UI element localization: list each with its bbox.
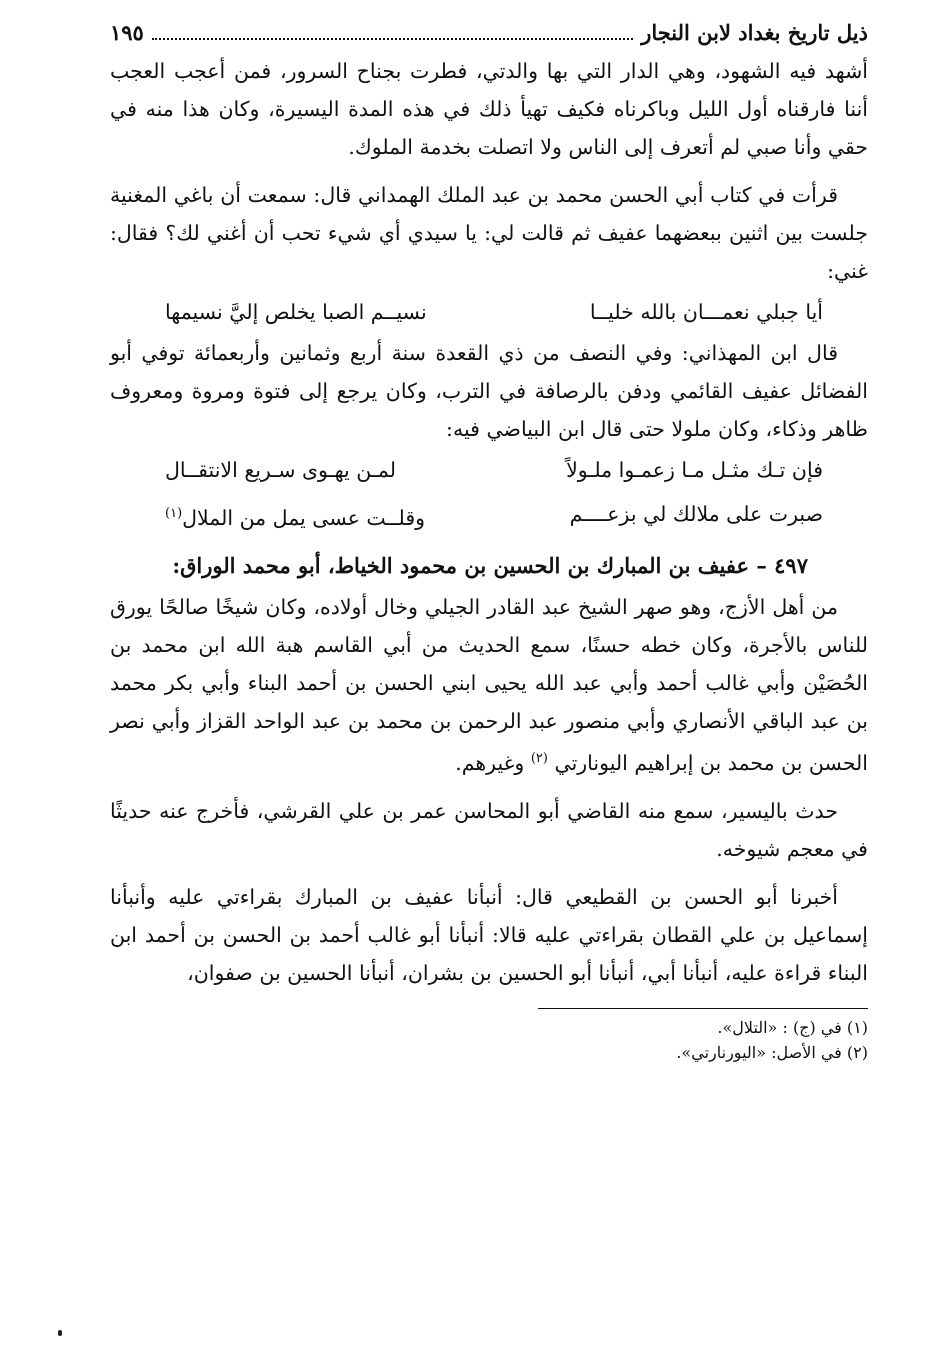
header-dot-leader (152, 38, 633, 40)
paragraph-5: حدث باليسير، سمع منه القاضي أبو المحاسن عمر بن علي القرشي، فأخرج عنه حديثًا في معجم شيوخه. (110, 798, 868, 861)
spacer (110, 782, 868, 792)
verse-3-second-hemistich (165, 492, 425, 540)
verse-2-first-hemistich: فإن تـك مثـل مـا زعمـوا ملـولاً (566, 458, 823, 482)
paragraph-2: قرأت في كتاب أبي الحسن محمد بن عبد الملك الهمداني قال: سمعت أن باغي المغنية جلست بين اثنين ببعضهما عفيف ثم قالت لي: يا سيدي أي شيء تحب أن أغني لك؟ فقال: غني: (110, 183, 868, 283)
verse-1-second-hemistich: نسيــم الصبا يخلص إليَّ نسيمها (165, 300, 427, 324)
verse-line-2 (110, 448, 868, 492)
entry-heading: ٤٩٧ – عفيف بن المبارك بن الحسين بن محمود الخياط، أبو محمد الوراق: (172, 552, 808, 578)
paragraph-4-end: وغيرهم. (455, 750, 525, 775)
paragraph-3: قال ابن المهذاني: وفي النصف من ذي القعدة سنة أربع وثمانين وأربعمائة توفي أبو الفضائل عفيف القائمي ودفن بالرصافة في الترب، وكان يرجع إلى فتوة ومروة ومعروف ظاهر وذكاء، وكان ملولا حتى قال ابن البياضي فيه: (110, 341, 868, 441)
verse-line-1 (110, 290, 868, 334)
running-header-title: ذيل تاريخ بغداد لابن النجار (641, 20, 868, 45)
footnote-ref-2: (٢) (530, 750, 548, 766)
footnote-1: (١) في (ج) : «التلال». (717, 1017, 868, 1037)
scan-speck (58, 1330, 62, 1336)
paragraph-4 (110, 588, 868, 782)
verse-line-3 (110, 492, 868, 540)
paragraph-1: أشهد فيه الشهود، وهي الدار التي بها والدتي، فطرت بجناح السرور، فمن أعجب العجب أننا فارقناه أول الليل وباكرناه فكيف تهيأ ذلك في هذه المدة اليسيرة، وكان هذا منه في حقي وأنا صبي لم أتعرف إلى الناس ولا اتصلت بخدمة الملوك. (110, 59, 869, 159)
verse-3-first-hemistich: صبرت على ملالك لي بزعــــم (569, 502, 823, 526)
footnote-divider (538, 1008, 868, 1009)
verse-2-second-hemistich: لمـن يهـوى سـريع الانتقــال (165, 458, 396, 482)
book-page (110, 14, 868, 1065)
running-header (110, 14, 868, 52)
footnote-2: (٢) في الأصل: «اليورنارتي». (676, 1042, 868, 1062)
paragraph-6: أخبرنا أبو الحسن بن القطيعي قال: أنبأنا عفيف بن المبارك بقراءتي عليه وأنبأنا إسماعيل بن علي القطان بقراءتي عليه قالا: أنبأنا أبو غالب أحمد بن الحسن بن أحمد ابن البناء قراءة عليه، أنبأنا أبي، أنبأنا أبو الحسين بن بشران، أنبأنا الحسين بن صفوان، (110, 884, 868, 985)
paragraph-4-text: من أهل الأزج، وهو صهر الشيخ عبد القادر الجيلي وخال أولاده، وكان شيخًا صالحًا يورق للناس بالأجرة، وكان خطه حسنًا، سمع الحديث من أبي القاسم هبة الله ابن محمد بن الحُصَيْن وأبي غالب أحمد وأبي عبد الله يحيى ابني الحسن بن أحمد البناء وأبي بكر محمد بن عبد الباقي الأنصاري وأبي منصور عبد الرحمن بن محمد بن عبد الواحد القزاز وأبي نصر الحسن بن محمد بن إبراهيم اليونارتي (110, 594, 868, 775)
verse-1-first-hemistich: أيا جبلي نعمـــان بالله خليــا (589, 300, 823, 324)
verse-3-second-text: وقلــت عسى يمل من الملال (182, 505, 426, 530)
spacer (110, 868, 868, 878)
footnote-ref-1: (١) (165, 506, 183, 521)
page-number: ١٩٥ (110, 20, 144, 45)
spacer (110, 166, 868, 176)
